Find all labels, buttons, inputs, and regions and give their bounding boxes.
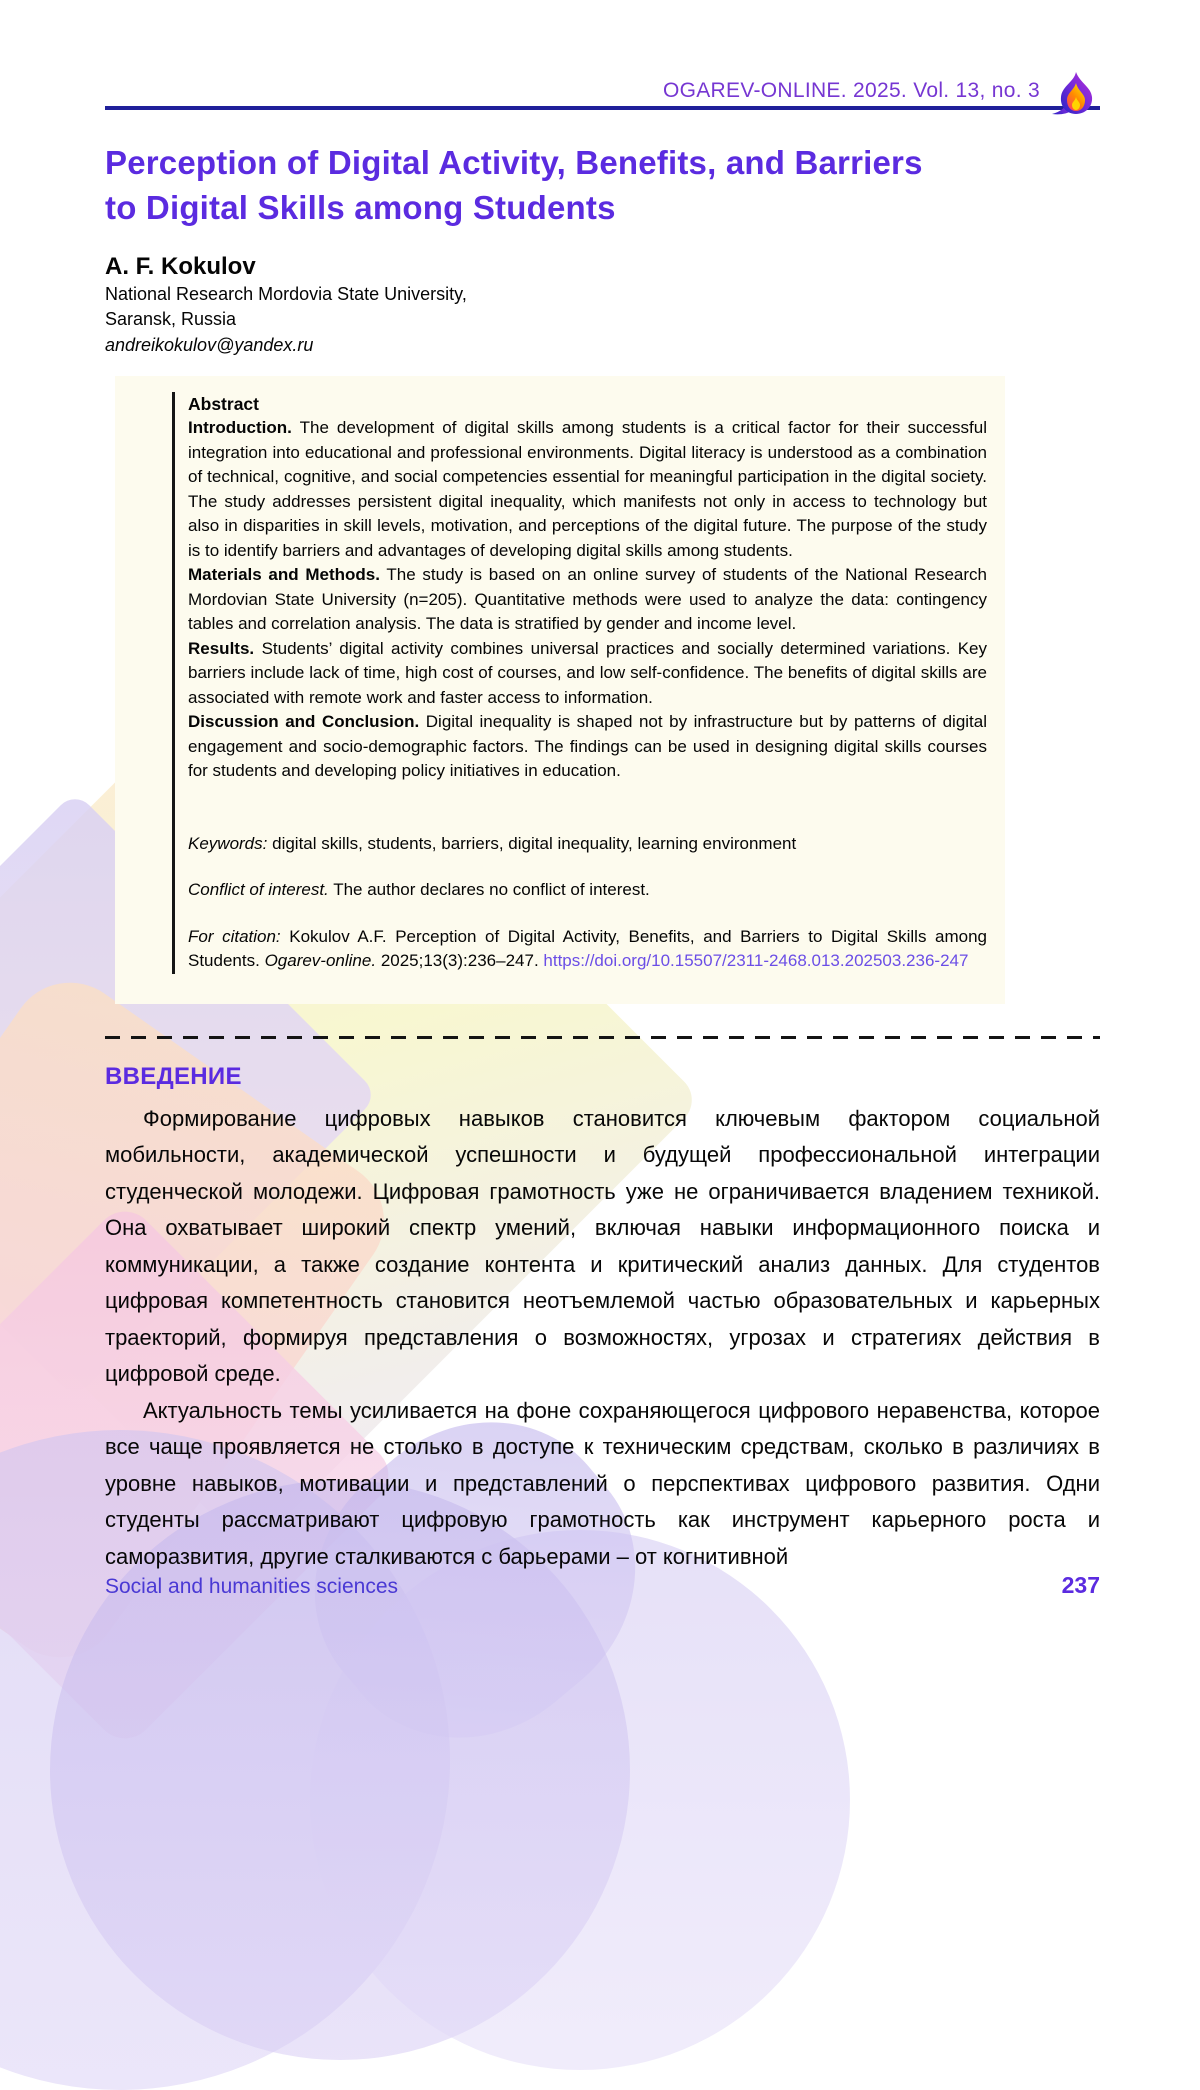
author-email: andreikokulov@yandex.ru [105, 335, 314, 355]
author-name: A. F. Kokulov [105, 253, 256, 280]
section-heading-introduction: ВВЕДЕНИЕ [105, 1062, 242, 1090]
abstract-label: Materials and Methods. [188, 565, 380, 584]
keywords-label: Keywords: [188, 833, 268, 853]
abstract-text: Digital inequality is shaped not by infrastructure but by patterns of digital engagement and socio-demographic factors. The findings can be used in designing digital skills courses for students and developing policy initiatives in education. [188, 712, 987, 780]
article-title-line2: to Digital Skills among Students [105, 189, 616, 226]
conflict-of-interest-line [188, 878, 987, 903]
dashed-divider [105, 1036, 1100, 1039]
keywords-line [188, 832, 987, 857]
background-lavender-arc [310, 1530, 850, 2070]
citation-journal: Ogarev-online. [264, 951, 377, 970]
page-footer [105, 1572, 1100, 1599]
article-title [105, 140, 1100, 230]
author-affiliation: National Research Mordovia State University, [105, 284, 467, 304]
citation-label: For citation: [188, 926, 281, 946]
abstract-text: The study is based on an online survey of students of the National Research Mordovian State University (n=205). Quantitative methods were used to analyze the data: contingency tables and correlation analysis. The data is stratified by gender and income level. [188, 565, 987, 633]
abstract-label: Introduction. [188, 418, 292, 437]
abstract-label: Results. [188, 638, 255, 658]
footer-section-label: Social and humanities sciences [105, 1575, 398, 1598]
author-city: Saransk, Russia [105, 309, 237, 329]
abstract-section-materials [188, 563, 987, 637]
keywords-text: digital skills, students, barriers, digital inequality, learning environment [272, 833, 797, 853]
conflict-text: The author declares no conflict of interest. [333, 880, 650, 899]
abstract-section-discussion [188, 710, 987, 784]
abstract-text: The development of digital skills among students is a critical factor for their successful integration into educational and professional environments. Digital literacy is understood as a combination of technical, cognitive, and social competencies essential for meaningful participation in the digital society. The study addresses persistent digital inequality, which manifests not only in access to technology but also in disparities in skill levels, motivation, and perceptions of the digital future. The purpose of the study is to identify barriers and advantages of developing digital skills among students. [188, 418, 987, 560]
doi-link[interactable]: https://doi.org/10.15507/2311-2468.013.202503.236-247 [543, 951, 969, 970]
introduction-paragraph: Актуальность темы усиливается на фоне сохраняющегося цифрового неравенства, которое все чаще проявляется не столько в доступе к техническим средствам, сколько в различиях в уровне навыков, мотивации и представлений о перспективах цифрового развития. Одни студенты рассматривают цифровую грамотность как инструмент карьерного роста и саморазвития, другие сталкиваются с барьерами – от когнитивной [105, 1397, 1100, 1569]
introduction-paragraph: Формирование цифровых навыков становится ключевым фактором социальной мобильности, академической успешности и будущей профессиональной интеграции студенческой молодежи. Цифровая грамотность уже не ограничивается владением техникой. Она охватывает широкий спектр умений, включая навыки информационного поиска и коммуникации, а также создание контента и критический анализ данных. Для студентов цифровая компетентность становится неотъемлемой частью образовательных и карьерных траекторий, формируя представления о возможностях, угрозах и стратегиях действия в цифровой среде. [105, 1105, 1100, 1386]
citation-text: Kokulov A.F. Perception of Digital Activity, Benefits, and Barriers to Digital Skills among Students. [188, 926, 987, 970]
abstract-heading: Abstract [188, 394, 259, 414]
abstract-section-introduction [188, 416, 987, 563]
journal-header [105, 0, 1100, 110]
abstract-section-results [188, 637, 987, 711]
conflict-label: Conflict of interest. [188, 880, 329, 899]
flame-icon [1048, 70, 1100, 121]
citation-issue: 2025;13(3):236–247. [380, 951, 539, 970]
abstract-text: Students’ digital activity combines universal practices and socially determined variations. Key barriers include lack of time, high cost of courses, and low self-confidence. The benefits of digital skills are associated with remote work and faster access to information. [188, 638, 988, 707]
article-title-line1: Perception of Digital Activity, Benefits, and Barriers [105, 144, 923, 181]
footer-page-number: 237 [1061, 1572, 1100, 1598]
abstract-box [115, 376, 1005, 1004]
abstract-label: Discussion and Conclusion. [188, 712, 420, 731]
header-rule [105, 106, 1100, 110]
citation-line [188, 925, 987, 974]
author-block [105, 252, 1100, 358]
journal-issue-label: OGAREV-ONLINE. 2025. Vol. 13, no. 3 [662, 79, 1040, 102]
